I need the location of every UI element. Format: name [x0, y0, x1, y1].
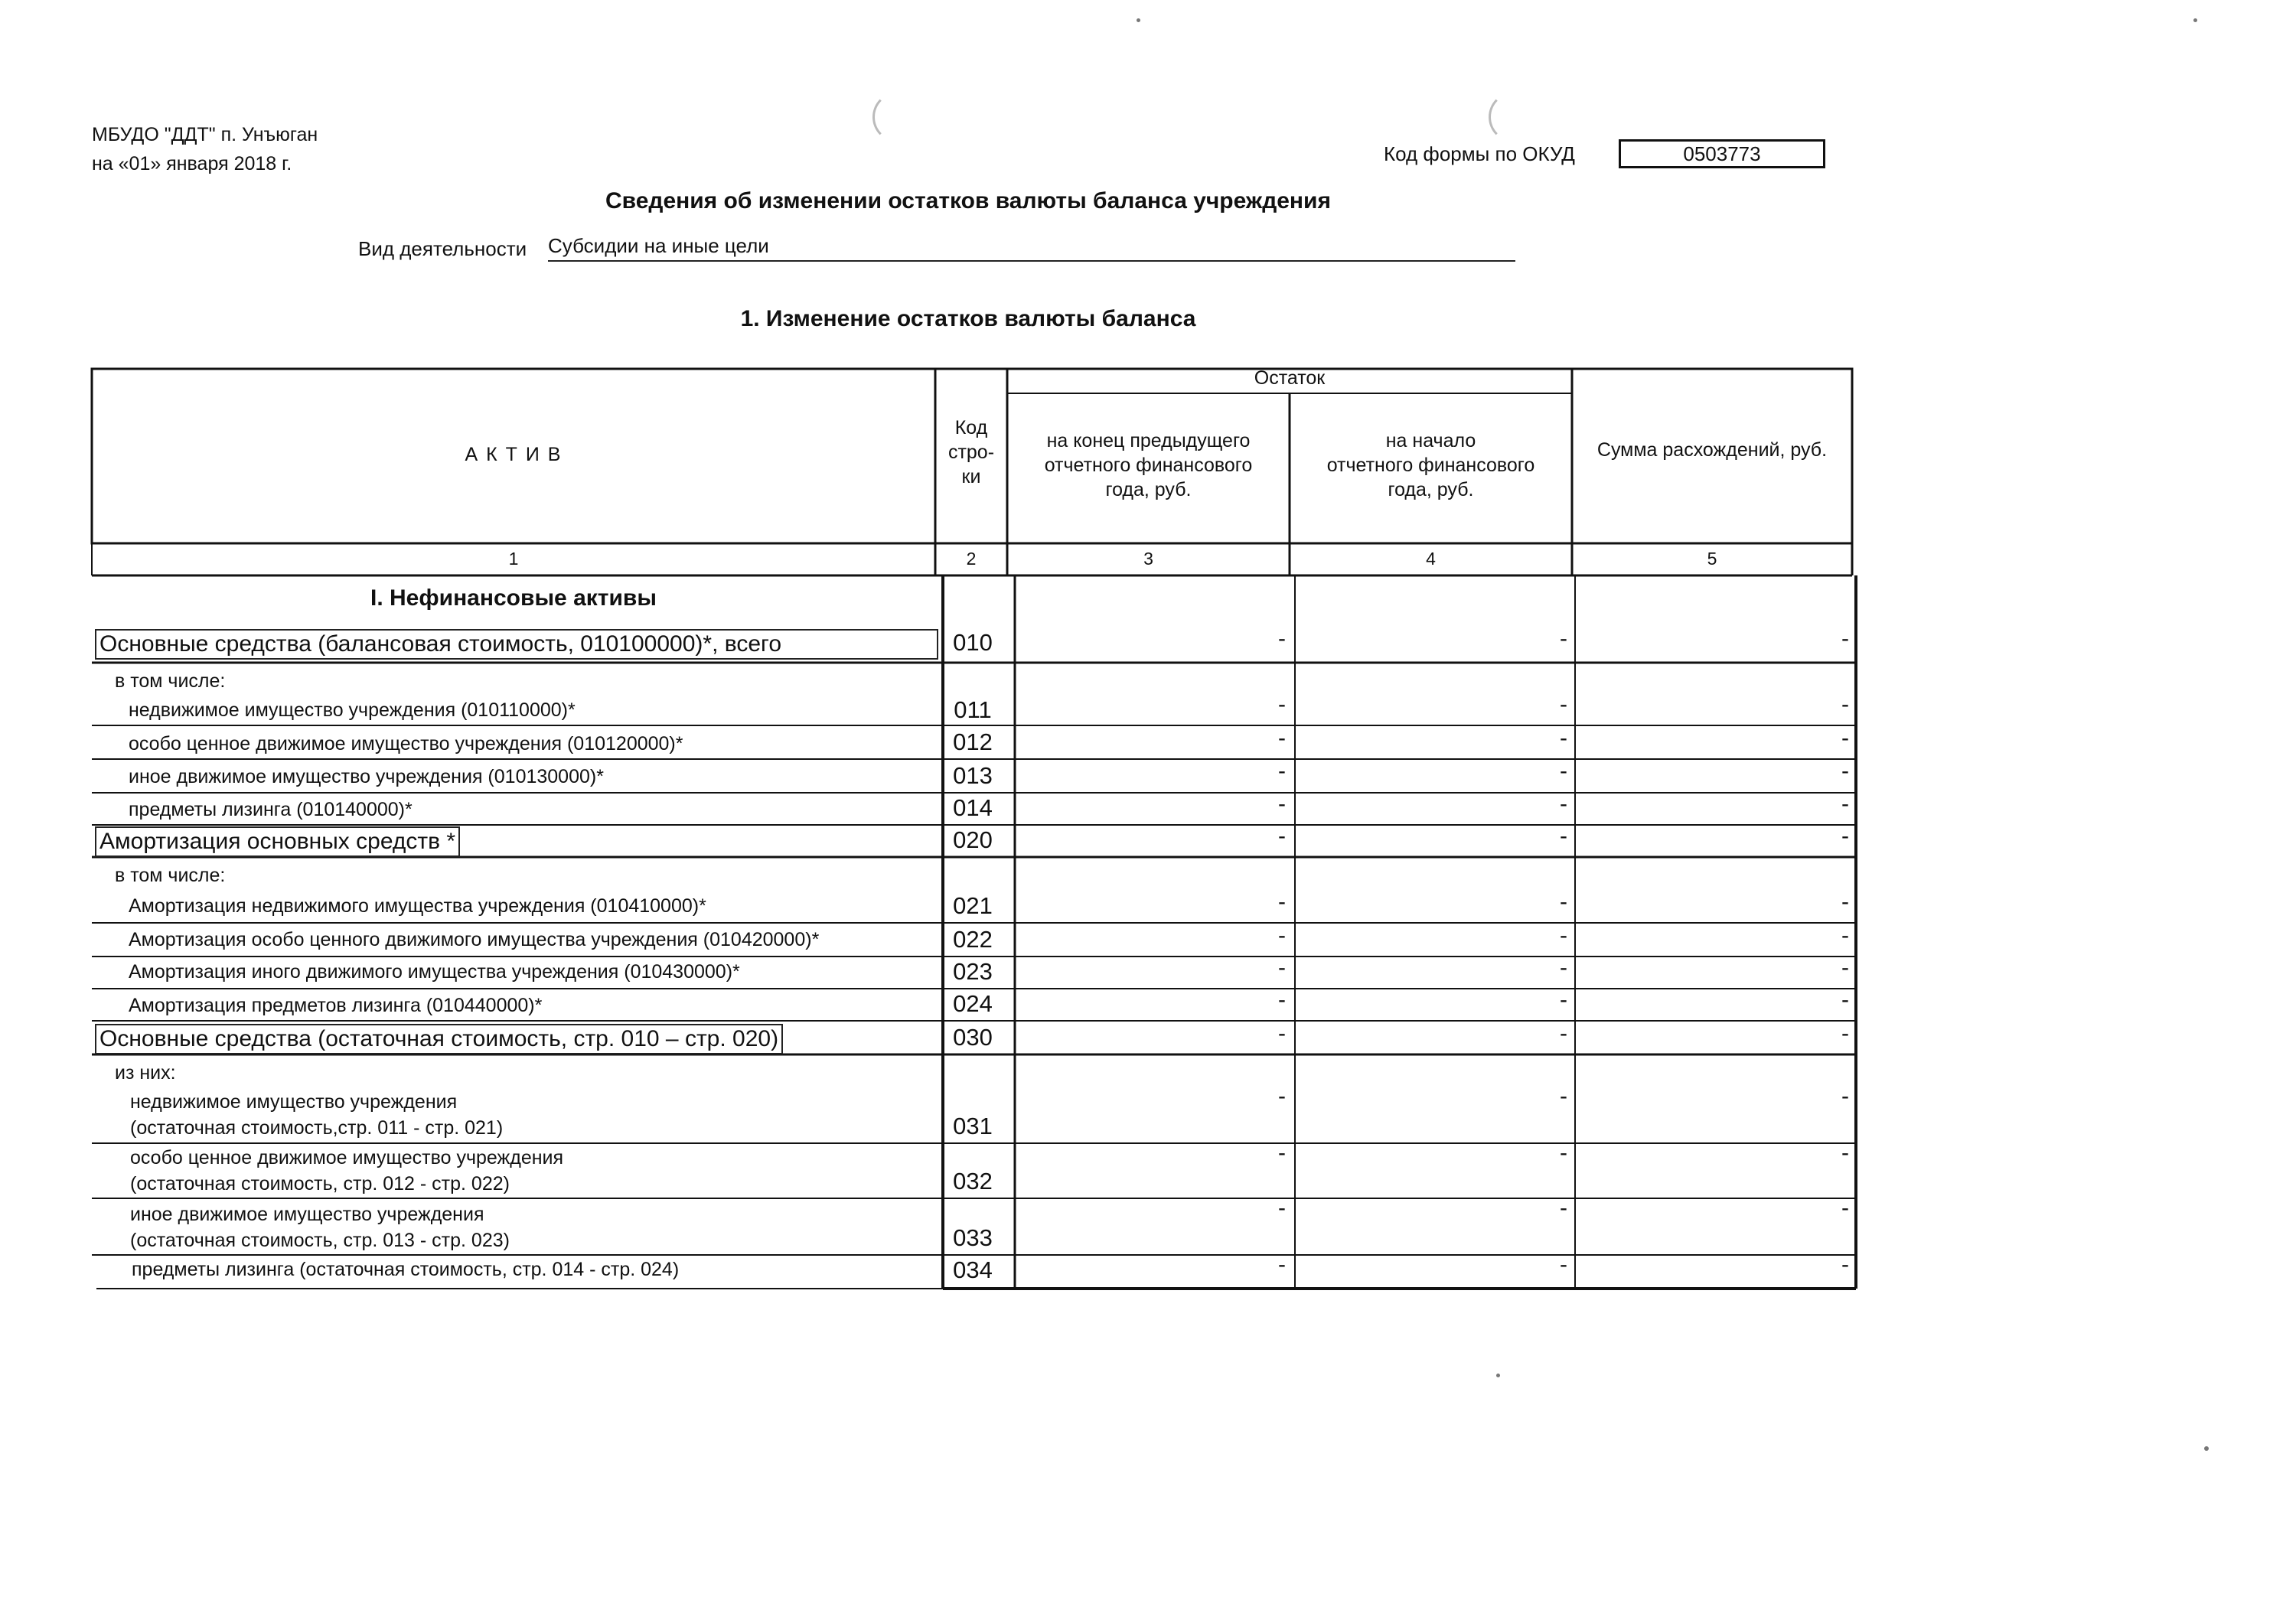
line-code: 034 — [953, 1256, 993, 1283]
value-cell: - — [1560, 889, 1567, 914]
value-cell: - — [1841, 626, 1849, 651]
value-cell: - — [1278, 1084, 1286, 1109]
value-cell: - — [1278, 923, 1286, 948]
including-label: в том числе: — [115, 865, 226, 886]
line-code: 021 — [953, 892, 993, 919]
line-code: 031 — [953, 1113, 993, 1139]
line-code: 014 — [953, 794, 993, 821]
value-cell: - — [1278, 1140, 1286, 1165]
value-cell: - — [1278, 823, 1286, 849]
discrepancy-header: Сумма расхождений, руб. — [1596, 439, 1828, 461]
value-cell: - — [1841, 1021, 1849, 1046]
value-cell: - — [1841, 823, 1849, 849]
value-cell: - — [1278, 626, 1286, 651]
row-label-012: особо ценное движимое имущество учреждения (010120000)* — [129, 733, 683, 754]
row-label-024: Амортизация предметов лизинга (010440000)* — [129, 995, 543, 1016]
organization-name: МБУДО "ДДТ" п. Унъюган — [92, 124, 318, 145]
row-label-033 — [130, 1201, 510, 1253]
section-heading: I. Нефинансовые активы — [370, 585, 657, 611]
value-cell: - — [1841, 987, 1849, 1012]
line-code: 010 — [953, 629, 993, 656]
row-label-022: Амортизация особо ценного движимого имущества учреждения (010420000)* — [129, 929, 820, 950]
line-code: 024 — [953, 990, 993, 1017]
start-year-header-line: года, руб. — [1388, 479, 1474, 500]
value-cell: - — [1278, 725, 1286, 751]
page-title: Сведения об изменении остатков валюты баланса учреждения — [605, 188, 1331, 213]
column-number: 5 — [1707, 549, 1717, 569]
value-cell: - — [1560, 1252, 1567, 1277]
value-cell: - — [1560, 791, 1567, 816]
value-cell: - — [1278, 1021, 1286, 1046]
value-cell: - — [1560, 987, 1567, 1012]
line-code: 012 — [953, 728, 993, 755]
column-number: 1 — [508, 549, 519, 569]
line-code: 011 — [954, 696, 992, 723]
report-date: на «01» января 2018 г. — [92, 153, 292, 174]
row-label-line: (остаточная стоимость,стр. 011 - стр. 021) — [130, 1117, 504, 1139]
start-year-header-line: на начало — [1385, 430, 1476, 451]
value-cell: - — [1841, 725, 1849, 751]
code-header — [935, 416, 1007, 489]
row-label-023: Амортизация иного движимого имущества учреждения (010430000)* — [129, 961, 740, 983]
value-cell: - — [1278, 758, 1286, 784]
line-code: 033 — [953, 1224, 993, 1251]
value-cell: - — [1841, 923, 1849, 948]
activity-label: Вид деятельности — [358, 237, 527, 260]
start-year-header-line: отчетного финансового — [1326, 455, 1535, 476]
row-label-021: Амортизация недвижимого имущества учреждения (010410000)* — [129, 895, 706, 917]
row-label-013: иное движимое имущество учреждения (010130000)* — [129, 766, 604, 787]
row-label-line: недвижимое имущество учреждения — [130, 1091, 458, 1113]
of-them-label: из них: — [115, 1062, 176, 1084]
value-cell: - — [1560, 1021, 1567, 1046]
row-label-011: недвижимое имущество учреждения (010110000)* — [129, 699, 576, 721]
form-code-label: Код формы по ОКУД — [1384, 142, 1575, 165]
value-cell: - — [1560, 692, 1567, 717]
value-cell: - — [1560, 923, 1567, 948]
row-label-031 — [130, 1089, 503, 1141]
value-cell: - — [1841, 692, 1849, 717]
line-code: 023 — [953, 958, 993, 985]
line-code: 030 — [953, 1024, 993, 1051]
value-cell: - — [1560, 1140, 1567, 1165]
column-number: 3 — [1143, 549, 1153, 569]
asset-header: А К Т И В — [465, 444, 563, 465]
value-cell: - — [1278, 692, 1286, 717]
value-cell: - — [1560, 758, 1567, 784]
value-cell: - — [1278, 987, 1286, 1012]
value-cell: - — [1278, 955, 1286, 980]
value-cell: - — [1841, 758, 1849, 784]
value-cell: - — [1278, 791, 1286, 816]
line-code: 013 — [953, 762, 993, 789]
row-label-line: (остаточная стоимость, стр. 013 - стр. 023) — [130, 1230, 510, 1251]
row-label-020: Амортизация основных средств * — [95, 826, 460, 857]
prev-year-header-line: на конец предыдущего — [1046, 430, 1251, 451]
line-code: 020 — [953, 826, 993, 853]
value-cell: - — [1560, 725, 1567, 751]
code-header-line: ки — [961, 466, 981, 487]
start-year-header — [1290, 429, 1572, 502]
line-code: 032 — [953, 1168, 993, 1194]
line-code: 022 — [953, 926, 993, 953]
value-cell: - — [1560, 626, 1567, 651]
value-cell: - — [1560, 1084, 1567, 1109]
value-cell: - — [1560, 955, 1567, 980]
balance-group-header: Остаток — [1254, 367, 1326, 389]
value-cell: - — [1841, 955, 1849, 980]
row-label-014: предметы лизинга (010140000)* — [129, 799, 413, 820]
prev-year-header-line: отчетного финансового — [1044, 455, 1253, 476]
value-cell: - — [1841, 889, 1849, 914]
value-cell: - — [1278, 1195, 1286, 1221]
value-cell: - — [1560, 1195, 1567, 1221]
activity-value: Субсидии на иные цели — [548, 234, 1515, 262]
value-cell: - — [1841, 1084, 1849, 1109]
row-label-line: иное движимое имущество учреждения — [130, 1204, 484, 1225]
value-cell: - — [1560, 823, 1567, 849]
code-header-line: Код — [954, 417, 988, 438]
prev-year-header-line: года, руб. — [1105, 479, 1192, 500]
column-number: 4 — [1426, 549, 1436, 569]
including-label: в том числе: — [115, 670, 226, 692]
code-header-line: стро- — [947, 442, 995, 463]
value-cell: - — [1278, 1252, 1286, 1277]
prev-year-header — [1007, 429, 1290, 502]
value-cell: - — [1841, 791, 1849, 816]
row-label-line: (остаточная стоимость, стр. 012 - стр. 022) — [130, 1173, 510, 1194]
column-number: 2 — [966, 549, 977, 569]
row-label-line: особо ценное движимое имущество учреждения — [130, 1147, 564, 1168]
value-cell: - — [1841, 1252, 1849, 1277]
row-label-032 — [130, 1145, 563, 1197]
row-label-010: Основные средства (балансовая стоимость, 010100000)*, всего — [95, 629, 938, 660]
row-label-030: Основные средства (остаточная стоимость, стр. 010 – стр. 020) — [95, 1024, 783, 1054]
value-cell: - — [1841, 1195, 1849, 1221]
row-label-034: предметы лизинга (остаточная стоимость, стр. 014 - стр. 024) — [132, 1259, 680, 1280]
value-cell: - — [1278, 889, 1286, 914]
section-title: 1. Изменение остатков валюты баланса — [740, 306, 1196, 331]
value-cell: - — [1841, 1140, 1849, 1165]
form-code-value: 0503773 — [1619, 139, 1825, 168]
